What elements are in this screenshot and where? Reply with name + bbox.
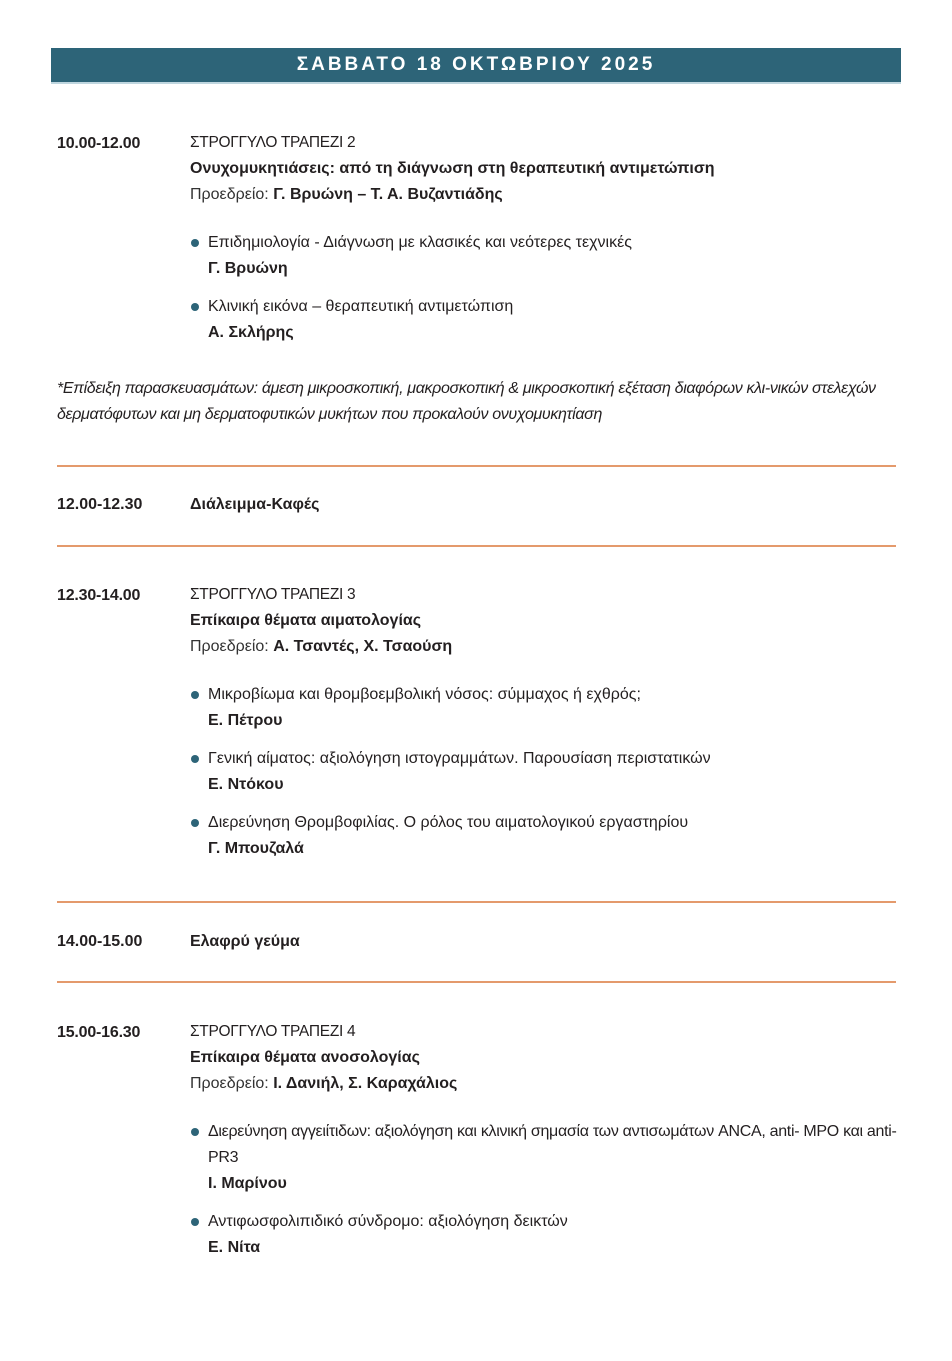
talk-item <box>188 810 900 862</box>
break-label: Ελαφρύ γεύμα <box>190 933 300 950</box>
session-time: 12.30-14.00 <box>57 587 141 604</box>
break-coffee <box>57 496 900 514</box>
talk-title: Επιδημιολογία - Διάγνωση με κλασικές και νεότερες τεχνικές <box>208 234 632 251</box>
chairs-label: Προεδρείο: <box>190 1075 269 1092</box>
talk-speaker: Ε. Νίτα <box>208 1239 261 1256</box>
chairs-names: Γ. Βρυώνη – Τ. Α. Βυζαντιάδης <box>273 186 503 203</box>
session-tag: ΣΤΡΟΓΓΥΛΟ ΤΡΑΠΕΖΙ 3 <box>190 586 356 603</box>
chairs-row <box>190 182 900 208</box>
chairs-label: Προεδρείο: <box>190 186 269 203</box>
talk-item <box>188 294 900 346</box>
bullet-icon <box>191 303 199 311</box>
break-time: 14.00-15.00 <box>57 933 143 950</box>
talk-item <box>188 1209 900 1261</box>
chairs-row <box>190 1071 900 1097</box>
divider <box>57 465 896 467</box>
break-label: Διάλειμμα-Καφές <box>190 496 320 513</box>
talk-speaker: Γ. Μπουζαλά <box>208 840 304 857</box>
bullet-icon <box>191 819 199 827</box>
session-title: Επίκαιρα θέματα ανοσολογίας <box>190 1049 420 1066</box>
session-tag: ΣΤΡΟΓΓΥΛΟ ΤΡΑΠΕΖΙ 2 <box>190 134 356 151</box>
bullet-icon <box>191 691 199 699</box>
session-tag: ΣΤΡΟΓΓΥΛΟ ΤΡΑΠΕΖΙ 4 <box>190 1023 356 1040</box>
break-time: 12.00-12.30 <box>57 496 143 513</box>
session-time: 10.00-12.00 <box>57 135 141 152</box>
talk-item <box>188 1119 900 1197</box>
session-time: 15.00-16.30 <box>57 1024 141 1041</box>
talk-speaker: Α. Σκλήρης <box>208 324 294 341</box>
talk-item <box>188 746 900 798</box>
talk-title: Διερεύνηση Θρομβοφιλίας. Ο ρόλος του αιματολογικού εργαστηρίου <box>208 814 689 831</box>
divider <box>57 981 896 983</box>
divider <box>57 901 896 903</box>
talk-speaker: Ε. Πέτρου <box>208 712 283 729</box>
talk-title: Κλινική εικόνα – θεραπευτική αντιμετώπιση <box>208 298 514 315</box>
demonstration-note: *Επίδειξη παρασκευασμάτων: άμεση μικροσκοπική, μακροσκοπική & μικροσκοπική εξέταση διαφόρων κλι-νικών στελεχών δερματόφυτων και μη δερματοφυτικών μυκήτων που προκαλούν ονυχομυκητίαση <box>57 380 876 423</box>
chairs-names: Ι. Δανιήλ, Σ. Καραχάλιος <box>273 1075 458 1092</box>
chairs-label: Προεδρείο: <box>190 638 269 655</box>
bullet-icon <box>191 239 199 247</box>
talk-title: Αντιφωσφολιπιδικό σύνδρομο: αξιολόγηση δεικτών <box>208 1213 568 1230</box>
bullet-icon <box>191 755 199 763</box>
chairs-names: Α. Τσαντές, Χ. Τσαούση <box>273 638 453 655</box>
date-banner <box>51 48 901 84</box>
talk-item <box>188 230 900 282</box>
session-title: Ονυχομυκητιάσεις: από τη διάγνωση στη θεραπευτική αντιμετώπιση <box>190 160 715 177</box>
bullet-icon <box>191 1218 199 1226</box>
chairs-row <box>190 634 900 660</box>
talk-item <box>188 682 900 734</box>
talk-title: Μικροβίωμα και θρομβοεμβολική νόσος: σύμμαχος ή εχθρός; <box>208 686 641 703</box>
talk-speaker: Γ. Βρυώνη <box>208 260 288 277</box>
talk-speaker: Ε. Ντόκου <box>208 776 284 793</box>
talk-title: Διερεύνηση αγγειίτιδων: αξιολόγηση και κλινική σημασία των αντισωμάτων ANCA, anti- MPO και anti-PR3 <box>208 1123 897 1166</box>
break-lunch <box>57 933 900 951</box>
talk-title: Γενική αίματος: αξιολόγηση ιστογραμμάτων. Παρουσίαση περιστατικών <box>208 750 711 767</box>
date-heading: ΣΑΒΒΑΤΟ 18 ΟΚΤΩΒΡΙΟΥ 2025 <box>296 54 656 75</box>
divider <box>57 545 896 547</box>
session-title: Επίκαιρα θέματα αιματολογίας <box>190 612 422 629</box>
talk-speaker: Ι. Μαρίνου <box>208 1175 287 1192</box>
bullet-icon <box>191 1128 199 1136</box>
